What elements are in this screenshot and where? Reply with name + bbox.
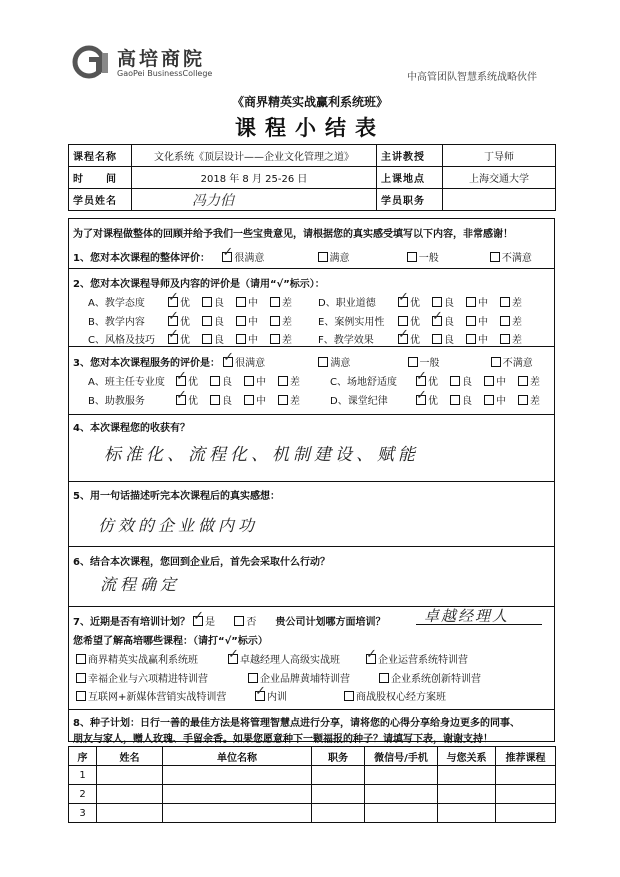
rating-grade-label: 良 [222,377,232,388]
rating-grade-label: 中 [248,335,258,346]
rating-grade-label: 优 [188,377,198,388]
rating-grade-label: 差 [530,396,540,407]
place-value: 上海交通大学 [443,167,556,189]
course-option [228,651,340,666]
rating-grade-label: 良 [462,377,472,388]
rating-row [318,331,534,346]
rating-item-label: C、风格及技巧 [88,335,155,346]
rating-checkbox[interactable] [168,334,178,344]
q4-label: 4、本次课程您的收获有？ [73,423,190,434]
q8-line1: 8、种子计划：日行一善的最佳方法是将管理智慧点进行分享，请将您的心得分享给身边更多的同事、 [73,718,520,729]
rating-option [202,294,232,309]
rating-option [500,294,530,309]
q1-option-label: 满意 [329,253,350,264]
rating-option [278,392,308,407]
rating-grade-label: 优 [180,298,190,309]
table-cell[interactable] [438,785,496,804]
table-cell[interactable] [496,804,556,823]
q7-need-label: 贵公司计划哪方面培训？ [275,617,386,628]
rating-row [88,294,304,309]
rating-row [318,294,534,309]
q3-option-checkbox[interactable] [223,357,233,367]
course-option [76,688,226,703]
q3-label: 3、您对本次课程服务的评价是： [73,358,220,369]
table-cell[interactable] [97,785,163,804]
rating-option [484,373,514,388]
rating-grade-label: 优 [428,377,438,388]
q1-option-label: 不满意 [501,253,532,264]
rating-grade-label: 差 [512,317,522,328]
rating-option [210,392,240,407]
rating-grade-label: 差 [282,335,292,346]
q1-option-checkbox[interactable] [490,252,500,262]
rating-option [168,313,198,328]
course-checkbox[interactable] [366,654,376,664]
rating-item-label: A、班主任专业度 [88,377,165,388]
table-header-row [69,747,556,766]
student-name-value[interactable]: 冯力伯 [132,189,377,211]
course-label: 幸福企业与六项精进特训营 [88,674,208,685]
rating-option [168,294,198,309]
rating-option [484,392,514,407]
rating-item-label: B、教学内容 [88,317,145,328]
rating-grade-label: 差 [290,396,300,407]
course-checkbox[interactable] [228,654,238,664]
rating-row [88,313,304,328]
table-cell[interactable] [365,766,438,785]
q3-option-checkbox[interactable] [408,357,418,367]
rating-grade-label: 中 [248,317,258,328]
q7-need-answer[interactable]: 卓越经理人 [424,607,510,625]
rating-checkbox[interactable] [270,316,280,326]
table-row [69,766,556,785]
q3-option-checkbox[interactable] [491,357,501,367]
rating-checkbox[interactable] [398,334,408,344]
course-checkbox[interactable] [76,654,86,664]
rating-checkbox[interactable] [202,297,212,307]
rating-checkbox[interactable] [500,316,510,326]
rating-option [416,392,446,407]
course-label: 卓越经理人高级实战班 [240,655,340,666]
table-cell[interactable] [365,785,438,804]
course-name-label: 课程名称 [69,145,132,167]
q7-label: 7、近期是否有培训计划？ [73,617,190,628]
rating-grade-label: 优 [188,396,198,407]
rating-option [432,313,462,328]
course-option [366,651,468,666]
course-checkbox[interactable] [379,673,389,683]
course-checkbox[interactable] [76,673,86,683]
q7-row [73,613,386,628]
rating-grade-label: 中 [496,396,506,407]
teacher-label: 主讲教授 [377,145,443,167]
table-cell[interactable] [312,785,365,804]
q4-answer[interactable]: 标准化、流程化、机制建设、赋能 [104,445,419,465]
course-label: 商战股权心经方案班 [356,692,446,703]
rating-checkbox[interactable] [484,395,494,405]
rating-row [88,331,304,346]
q5-label: 5、用一句话描述听完本次课程后的真实感想： [73,491,280,502]
column-header: 姓名 [97,747,163,766]
rating-option [432,294,462,309]
row-number: 3 [69,804,97,823]
course-checkbox[interactable] [255,691,265,701]
student-name-label: 学员姓名 [69,189,132,211]
rating-option [450,392,480,407]
table-cell[interactable] [312,804,365,823]
q3-option-label: 一般 [419,358,440,369]
rating-grade-label: 优 [410,317,420,328]
rating-option [500,331,530,346]
rating-grade-label: 中 [256,377,266,388]
rating-grade-label: 差 [530,377,540,388]
table-cell[interactable] [163,766,312,785]
rating-option [236,294,266,309]
rating-grade-label: 中 [496,377,506,388]
table-cell[interactable] [496,785,556,804]
rating-checkbox[interactable] [466,334,476,344]
rating-option [278,373,308,388]
q7-no-checkbox[interactable] [234,616,244,626]
rating-option [518,373,548,388]
rating-item-label: C、场地舒适度 [330,377,397,388]
column-header: 与您关系 [438,747,496,766]
rating-option [500,313,530,328]
rating-option [202,313,232,328]
course-label: 企业系统创新特训营 [391,674,481,685]
q3-option-label: 不满意 [502,358,533,369]
rating-option [176,392,206,407]
course-option [76,651,198,666]
rating-checkbox[interactable] [210,395,220,405]
rating-checkbox[interactable] [518,376,528,386]
rating-option [270,294,300,309]
q1-option-checkbox[interactable] [318,252,328,262]
rating-grade-label: 良 [444,335,454,346]
rating-item-label: E、案例实用性 [318,317,385,328]
course-label: 企业运营系统特训营 [378,655,468,666]
rating-option [176,373,206,388]
rating-option [168,331,198,346]
course-checkbox[interactable] [344,691,354,701]
rating-item-label: D、课堂纪律 [330,396,388,407]
table-cell[interactable] [438,766,496,785]
course-option [344,688,446,703]
table-cell[interactable] [496,766,556,785]
column-header: 微信号/手机 [365,747,438,766]
table-cell[interactable] [438,804,496,823]
course-label: 企业品牌黄埔特训营 [260,674,350,685]
course-option [255,688,287,703]
rating-checkbox[interactable] [416,395,426,405]
rating-row [88,392,312,407]
place-label: 上课地点 [377,167,443,189]
q6-answer[interactable]: 流程确定 [100,575,181,594]
row-number: 2 [69,785,97,804]
table-cell[interactable] [97,804,163,823]
q3-row [73,354,537,369]
table-cell[interactable] [97,766,163,785]
rating-checkbox[interactable] [176,395,186,405]
rating-grade-label: 良 [222,396,232,407]
rating-checkbox[interactable] [270,297,280,307]
course-option [248,670,350,685]
rating-checkbox[interactable] [270,334,280,344]
rating-option [466,331,496,346]
rating-option [270,331,300,346]
rating-option [202,331,232,346]
teacher-value: 丁导师 [443,145,556,167]
rating-grade-label: 良 [214,317,224,328]
time-label: 时 间 [69,167,132,189]
rating-grade-label: 中 [478,317,488,328]
rating-checkbox[interactable] [398,297,408,307]
rating-grade-label: 中 [478,335,488,346]
student-position-value[interactable] [443,189,556,211]
rating-option [450,373,480,388]
table-cell[interactable] [312,766,365,785]
rating-checkbox[interactable] [432,316,442,326]
rating-checkbox[interactable] [176,376,186,386]
rating-checkbox[interactable] [244,376,254,386]
rating-row [330,373,552,388]
rating-grade-label: 中 [256,396,266,407]
rating-checkbox[interactable] [236,297,246,307]
rating-checkbox[interactable] [168,297,178,307]
rating-grade-label: 良 [214,298,224,309]
rating-checkbox[interactable] [168,316,178,326]
rating-grade-label: 优 [410,335,420,346]
rating-grade-label: 差 [282,317,292,328]
rating-checkbox[interactable] [466,297,476,307]
q1-option-label: 一般 [418,253,439,264]
rating-option [398,331,428,346]
q7-yes-label: 是 [205,617,216,628]
brand-name: 高培商院 [117,48,206,70]
table-row [69,804,556,823]
page-title: 课程小结表 [235,116,385,140]
rating-checkbox[interactable] [202,334,212,344]
rating-option [432,331,462,346]
rating-checkbox[interactable] [236,334,246,344]
table-cell[interactable] [365,804,438,823]
q8-line2: 朋友与家人，赠人玫瑰、手留余香。如果您愿意种下一颗福报的种子？请填写下表，谢谢支持！ [73,734,493,745]
rating-item-label: D、职业道德 [318,298,376,309]
table-cell[interactable] [163,785,312,804]
q1-option-checkbox[interactable] [222,252,232,262]
rating-option [236,331,266,346]
rating-row [88,373,312,388]
rating-grade-label: 优 [410,298,420,309]
rating-row [318,313,534,328]
rating-grade-label: 良 [462,396,472,407]
q1-option-checkbox[interactable] [407,252,417,262]
logo-mark-icon [72,45,112,79]
rating-checkbox[interactable] [500,297,510,307]
rating-checkbox[interactable] [432,297,442,307]
rating-option [398,313,428,328]
rating-option [236,313,266,328]
course-checkbox[interactable] [248,673,258,683]
rating-option [466,294,496,309]
rating-checkbox[interactable] [484,376,494,386]
rating-checkbox[interactable] [202,316,212,326]
rating-checkbox[interactable] [416,376,426,386]
rating-checkbox[interactable] [518,395,528,405]
rating-grade-label: 优 [428,396,438,407]
rating-grade-label: 优 [180,335,190,346]
q1-row [73,249,536,264]
rating-checkbox[interactable] [450,395,460,405]
rating-checkbox[interactable] [210,376,220,386]
rating-checkbox[interactable] [236,316,246,326]
brand-slogan: 中高管团队智慧系统战略伙伴 [407,72,537,83]
time-value: 2018 年 8 月 25-26 日 [132,167,377,189]
column-header: 职务 [312,747,365,766]
rating-checkbox[interactable] [450,376,460,386]
course-info-table [68,144,556,211]
rating-checkbox[interactable] [278,395,288,405]
referral-table [68,746,556,823]
rating-grade-label: 差 [282,298,292,309]
rating-item-label: F、教学效果 [318,335,374,346]
q5-answer[interactable]: 仿效的企业做内功 [98,516,259,535]
rating-grade-label: 中 [248,298,258,309]
rating-option [416,373,446,388]
rating-checkbox[interactable] [500,334,510,344]
q1-label: 1、您对本次课程的整体评价： [73,253,210,264]
course-checkbox[interactable] [76,691,86,701]
course-name-value: 文化系统《顶层设计——企业文化管理之道》 [132,145,377,167]
q3-option-label: 满意 [330,358,351,369]
q1-option-label: 很满意 [234,253,265,264]
rating-row [330,392,552,407]
q6-label: 6、结合本次课程，您回到企业后，首先会采取什么行动？ [73,557,330,568]
column-header: 推荐课程 [496,747,556,766]
rating-option [244,392,274,407]
q7-no-label: 否 [246,617,257,628]
column-header: 单位名称 [163,747,312,766]
rating-grade-label: 中 [478,298,488,309]
q3-option-label: 很满意 [235,358,266,369]
rating-checkbox[interactable] [466,316,476,326]
rating-item-label: A、教学态度 [88,298,145,309]
intro-text: 为了对课程做整体的回顾并给予我们一些宝贵意见，请根据您的真实感受填写以下内容，非常感谢！ [73,229,513,240]
rating-option [466,313,496,328]
rating-item-label: B、助教服务 [88,396,145,407]
rating-checkbox[interactable] [432,334,442,344]
course-label: 内训 [267,692,287,703]
rating-grade-label: 差 [290,377,300,388]
rating-option [398,294,428,309]
rating-grade-label: 优 [180,317,190,328]
q7-courses-label: 您希望了解高培哪些课程：（请打“√”标示） [73,636,268,647]
table-row [69,785,556,804]
rating-grade-label: 差 [512,335,522,346]
q7-yes-checkbox[interactable] [193,616,203,626]
rating-option [210,373,240,388]
rating-checkbox[interactable] [398,316,408,326]
rating-grade-label: 良 [444,298,454,309]
rating-grade-label: 良 [214,335,224,346]
course-label: 互联网+新媒体营销实战特训营 [88,692,227,703]
rating-option [244,373,274,388]
table-cell[interactable] [163,804,312,823]
row-number: 1 [69,766,97,785]
course-label: 商界精英实战赢利系统班 [88,655,198,666]
brand-name-en: GaoPei BusinessCollege [117,69,213,78]
rating-grade-label: 差 [512,298,522,309]
rating-option [270,313,300,328]
rating-option [518,392,548,407]
student-position-label: 学员职务 [377,189,443,211]
column-header: 序 [69,747,97,766]
course-option [379,670,481,685]
rating-grade-label: 良 [444,317,454,328]
q2-label: 2、您对本次课程导师及内容的评价是（请用“√”标示）： [73,279,325,290]
rating-checkbox[interactable] [278,376,288,386]
course-option [76,670,208,685]
rating-checkbox[interactable] [244,395,254,405]
course-series-title: 《商界精英实战赢利系统班》 [231,95,388,109]
q3-option-checkbox[interactable] [318,357,328,367]
